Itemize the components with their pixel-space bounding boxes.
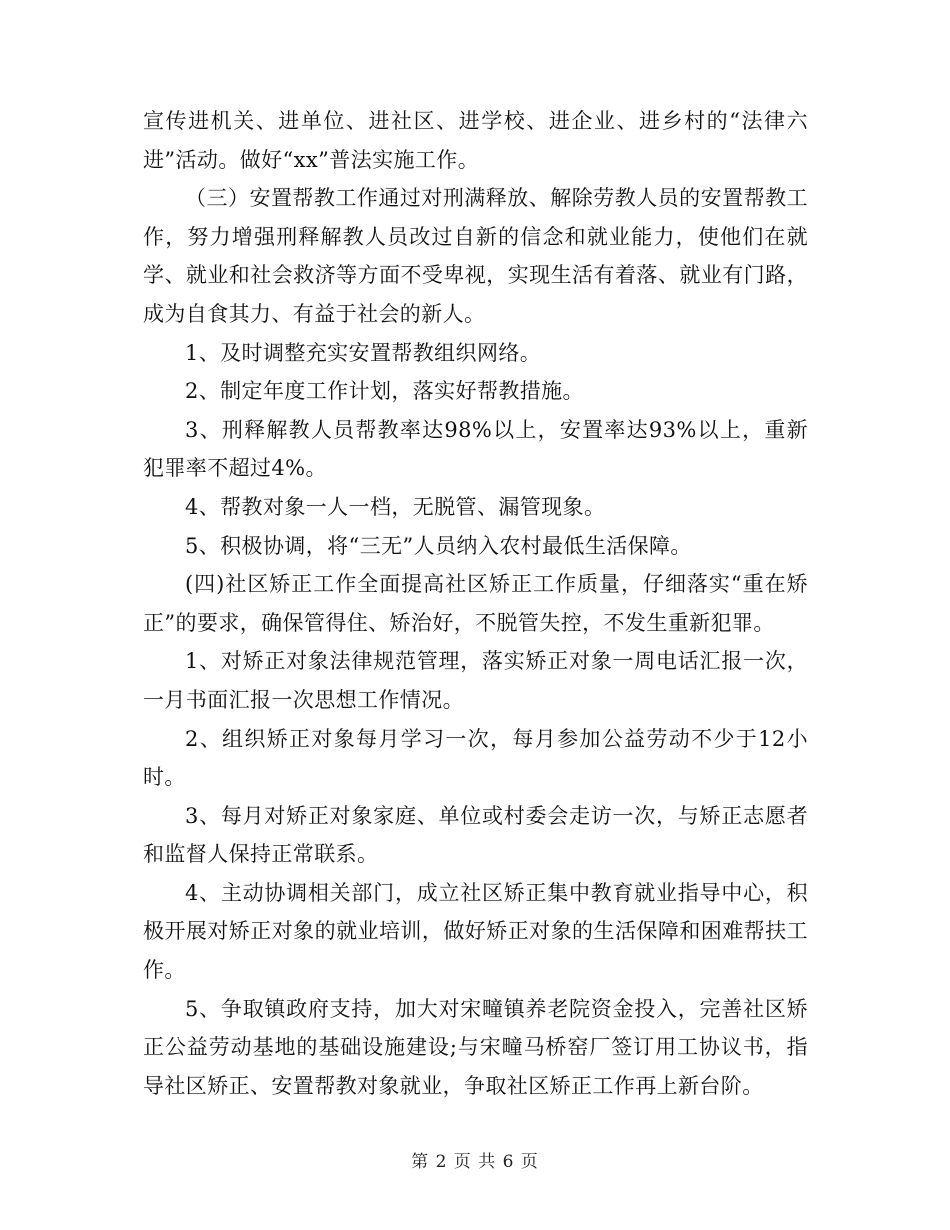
- page-number-label: 第 2 页 共 6 页: [411, 1152, 539, 1172]
- paragraph: 5、积极协调，将“三无”人员纳入农村最低生活保障。: [185, 533, 692, 558]
- paragraph: 4、主动协调相关部门，成立社区矫正集中教育就业指导中心，积极开展对矫正对象的就业培训，做好矫正对象的生活保障和困难帮扶工作。: [143, 880, 808, 983]
- paragraph: 5、争取镇政府支持，加大对宋疃镇养老院资金投入，完善社区矫正公益劳动基地的基础设施建设;与宋疃马桥窑厂签订用工协议书，指导社区矫正、安置帮教对象就业，争取社区矫正工作再上新台阶。: [143, 996, 808, 1098]
- paragraph: 3、刑释解教人员帮教率达98%以上，安置率达93%以上，重新犯罪率不超过4%。: [143, 417, 808, 481]
- paragraph: 1、对矫正对象法律规范管理，落实矫正对象一周电话汇报一次，一月书面汇报一次思想工作情况。: [143, 649, 808, 712]
- paragraph: （三）安置帮教工作通过对刑满释放、解除劳教人员的安置帮教工作，努力增强刑释解教人员改过自新的信念和就业能力，使他们在就学、就业和社会救济等方面不受卑视，实现生活有着落、就业有门路，成为自食其力、有益于社会的新人。: [143, 186, 808, 326]
- paragraph: (四)社区矫正工作全面提高社区矫正工作质量，仔细落实“重在矫正”的要求，确保管得住、矫治好，不脱管失控，不发生重新犯罪。: [143, 572, 808, 635]
- paragraph: 4、帮教对象一人一档，无脱管、漏管现象。: [185, 494, 606, 519]
- paragraph: 1、及时调整充实安置帮教组织网络。: [185, 340, 542, 365]
- paragraph: 2、组织矫正对象每月学习一次，每月参加公益劳动不少于12小时。: [143, 726, 808, 790]
- paragraph: 2、制定年度工作计划，落实好帮教措施。: [185, 379, 584, 404]
- document-body: [143, 102, 808, 1105]
- paragraph: 宣传进机关、进单位、进社区、进学校、进企业、进乡村的“法律六进”活动。做好“xx”普法实施工作。: [143, 109, 808, 172]
- paragraph: 3、每月对矫正对象家庭、单位或村委会走访一次，与矫正志愿者和监督人保持正常联系。: [143, 803, 808, 867]
- page-footer: [0, 1147, 950, 1172]
